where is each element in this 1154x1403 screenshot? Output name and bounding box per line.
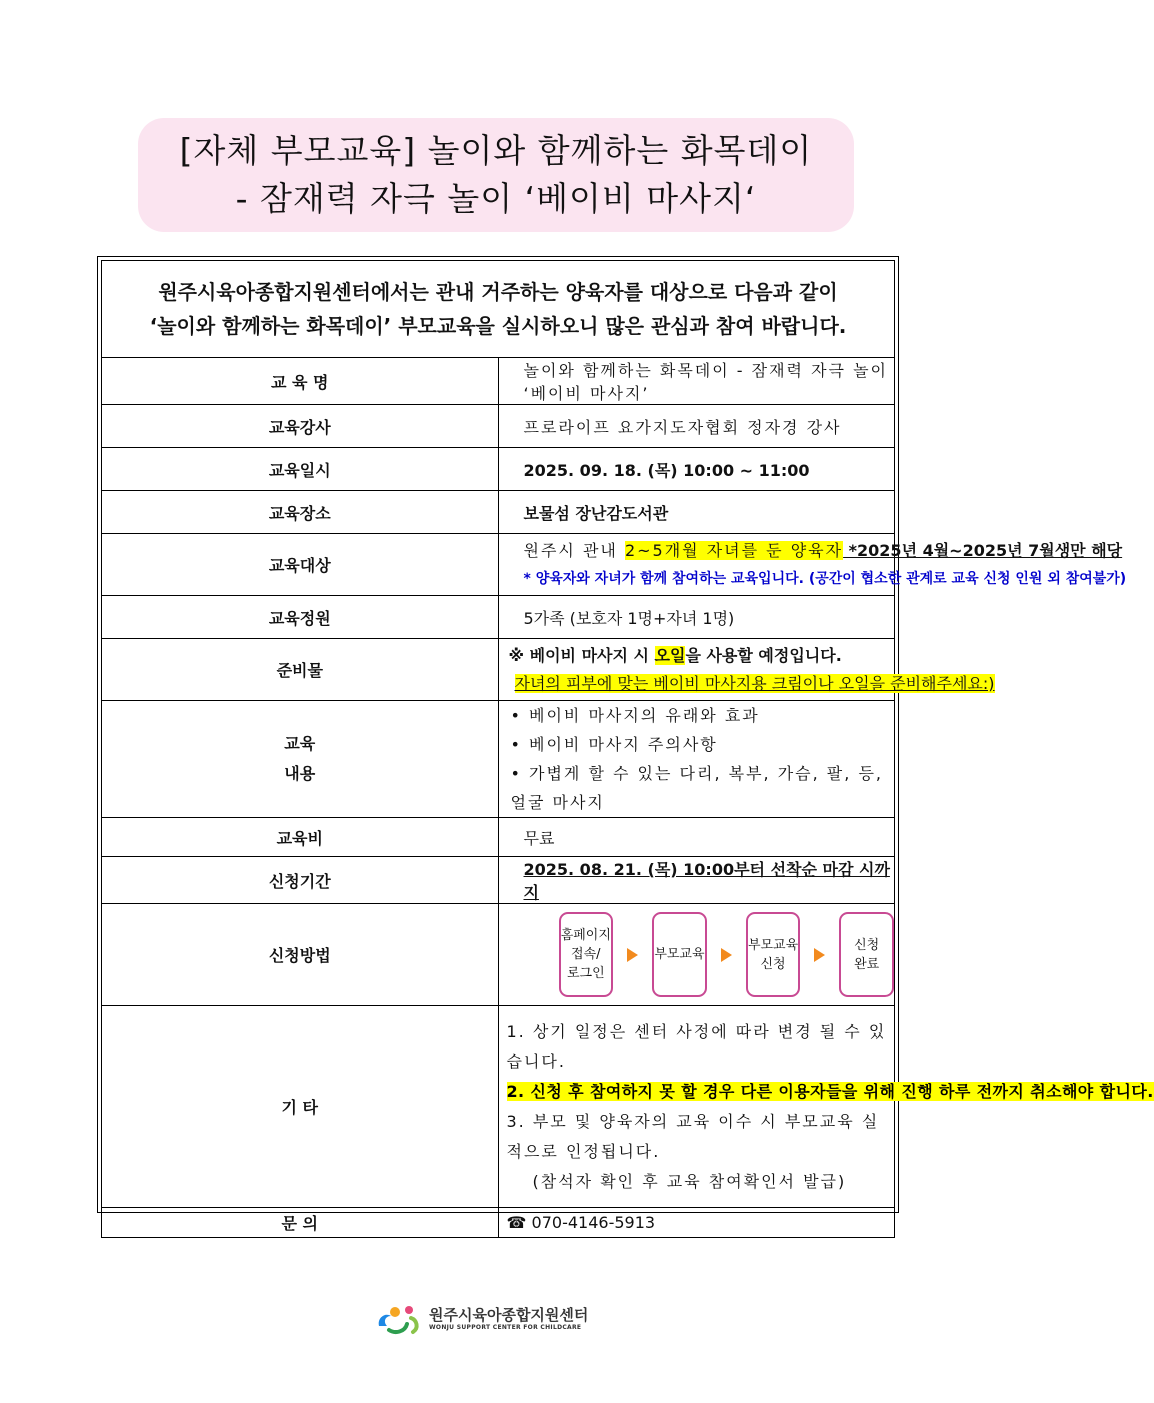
row-name — [102, 358, 895, 405]
row-content — [102, 701, 895, 818]
step-label: 부모교육 신청 — [747, 937, 799, 972]
step-apply — [746, 912, 801, 997]
prep-oil: 오일 — [654, 645, 686, 665]
label-content — [102, 701, 499, 818]
center-logo-icon — [375, 1300, 423, 1336]
phone-icon: ☎ — [506, 1213, 527, 1232]
label-datetime: 교육일시 — [102, 448, 499, 491]
label-method: 신청방법 — [102, 904, 499, 1006]
label-name: 교 육 명 — [102, 358, 499, 405]
row-capacity — [102, 596, 895, 639]
target-prefix: 원주시 관내 — [523, 540, 625, 560]
label-place: 교육장소 — [102, 491, 499, 534]
title-banner — [138, 118, 854, 232]
label-instructor: 교육강사 — [102, 405, 499, 448]
value-capacity: 5가족 (보호자 1명+자녀 1명) — [498, 596, 895, 639]
step-complete — [839, 912, 894, 997]
target-suffix: *2025년 4월~2025년 7월생만 해당 — [843, 540, 1123, 560]
list-item: • 가볍게 할 수 있는 다리, 복부, 가슴, 팔, 등, 얼굴 마사지 — [510, 764, 883, 812]
row-method — [102, 904, 895, 1006]
label-content-2: 내용 — [284, 764, 316, 783]
value-fee: 무료 — [498, 818, 895, 857]
row-prep — [102, 639, 895, 701]
title-line-1: [자체 부모교육] 놀이와 함께하는 화목데이 — [179, 131, 813, 170]
prep-line-2: 자녀의 피부에 맞는 베이비 마사지용 크림이나 오일을 준비해주세요:) — [514, 673, 995, 693]
footer-logo — [375, 1300, 588, 1336]
label-etc: 기 타 — [102, 1006, 499, 1208]
row-contact — [102, 1208, 895, 1238]
row-target — [102, 534, 895, 596]
value-datetime: 2025. 09. 18. (목) 10:00 ~ 11:00 — [498, 448, 895, 491]
intro-line-1: 원주시육아종합지원센터에서는 관내 거주하는 양육자를 대상으로 다음과 같이 — [158, 280, 838, 304]
intro-line-2: ‘놀이와 함께하는 화목데이’ 부모교육을 실시하오니 많은 관심과 참여 바랍니다. — [149, 314, 847, 338]
title-line-2: - 잠재력 자극 놀이 ‘베이비 마사지‘ — [235, 179, 757, 218]
target-main — [523, 537, 1123, 565]
value-period: 2025. 08. 21. (목) 10:00부터 선착순 마감 시까지 — [523, 860, 890, 902]
step-label: 부모교육 — [654, 947, 705, 962]
label-period: 신청기간 — [102, 857, 499, 904]
row-etc — [102, 1006, 895, 1208]
content-list — [498, 701, 895, 818]
label-capacity: 교육정원 — [102, 596, 499, 639]
intro-text — [102, 261, 895, 358]
row-instructor — [102, 405, 895, 448]
row-period — [102, 857, 895, 904]
row-fee — [102, 818, 895, 857]
value-instructor: 프로라이프 요가지도자협회 정자경 강사 — [498, 405, 895, 448]
etc-item-2: 2. 신청 후 참여하지 못 할 경우 다른 이용자들을 위해 진행 하루 전까지 취소해야 합니다. — [506, 1081, 1154, 1101]
arrow-right-icon — [814, 948, 825, 962]
list-item: • 베이비 마사지 주의사항 — [510, 735, 718, 754]
value-place: 보물섬 장난감도서관 — [498, 491, 895, 534]
row-place — [102, 491, 895, 534]
label-fee: 교육비 — [102, 818, 499, 857]
prep-line-1a: ※ 베이비 마사지 시 — [508, 645, 655, 665]
row-datetime — [102, 448, 895, 491]
arrow-right-icon — [627, 948, 638, 962]
step-homepage-login — [559, 912, 614, 997]
step-label: 신청 완료 — [854, 937, 880, 972]
value-name: 놀이와 함께하는 화목데이 - 잠재력 자극 놀이 ‘베이비 마사지’ — [498, 358, 895, 405]
label-target: 교육대상 — [102, 534, 499, 596]
list-item: • 베이비 마사지의 유래와 효과 — [510, 706, 760, 725]
prep-line-1b: 을 사용할 예정입니다. — [685, 645, 842, 665]
step-label: 홈페이지 접속/ 로그인 — [560, 928, 611, 981]
label-prep: 준비물 — [102, 639, 499, 701]
info-table-frame — [97, 256, 1154, 1233]
value-contact: 070-4146-5913 — [531, 1213, 656, 1232]
etc-item-1: 1. 상기 일정은 센터 사정에 따라 변경 될 수 있습니다. — [506, 1021, 887, 1071]
etc-item-3b: (참석자 확인 후 교육 참여확인서 발급) — [532, 1171, 847, 1191]
center-name-english: WONJU SUPPORT CENTER FOR CHILDCARE — [429, 1323, 582, 1331]
apply-flow — [499, 912, 895, 997]
label-content-1: 교육 — [284, 734, 316, 753]
center-name: 원주시육아종합지원센터 — [429, 1305, 589, 1324]
info-table — [101, 260, 1154, 1238]
step-parent-education — [652, 912, 707, 997]
etc-item-3: 3. 부모 및 양육자의 교육 이수 시 부모교육 실적으로 인정됩니다. — [506, 1111, 880, 1161]
target-highlight: 2~5개월 자녀를 둔 양육자 — [624, 540, 844, 560]
arrow-right-icon — [721, 948, 732, 962]
target-note: * 양육자와 자녀가 함께 참여하는 교육입니다. (공간이 협소한 관계로 교육 신청 인원 외 참여불가) — [523, 570, 1127, 587]
prep-line-1 — [509, 642, 895, 670]
label-contact: 문 의 — [102, 1208, 499, 1238]
